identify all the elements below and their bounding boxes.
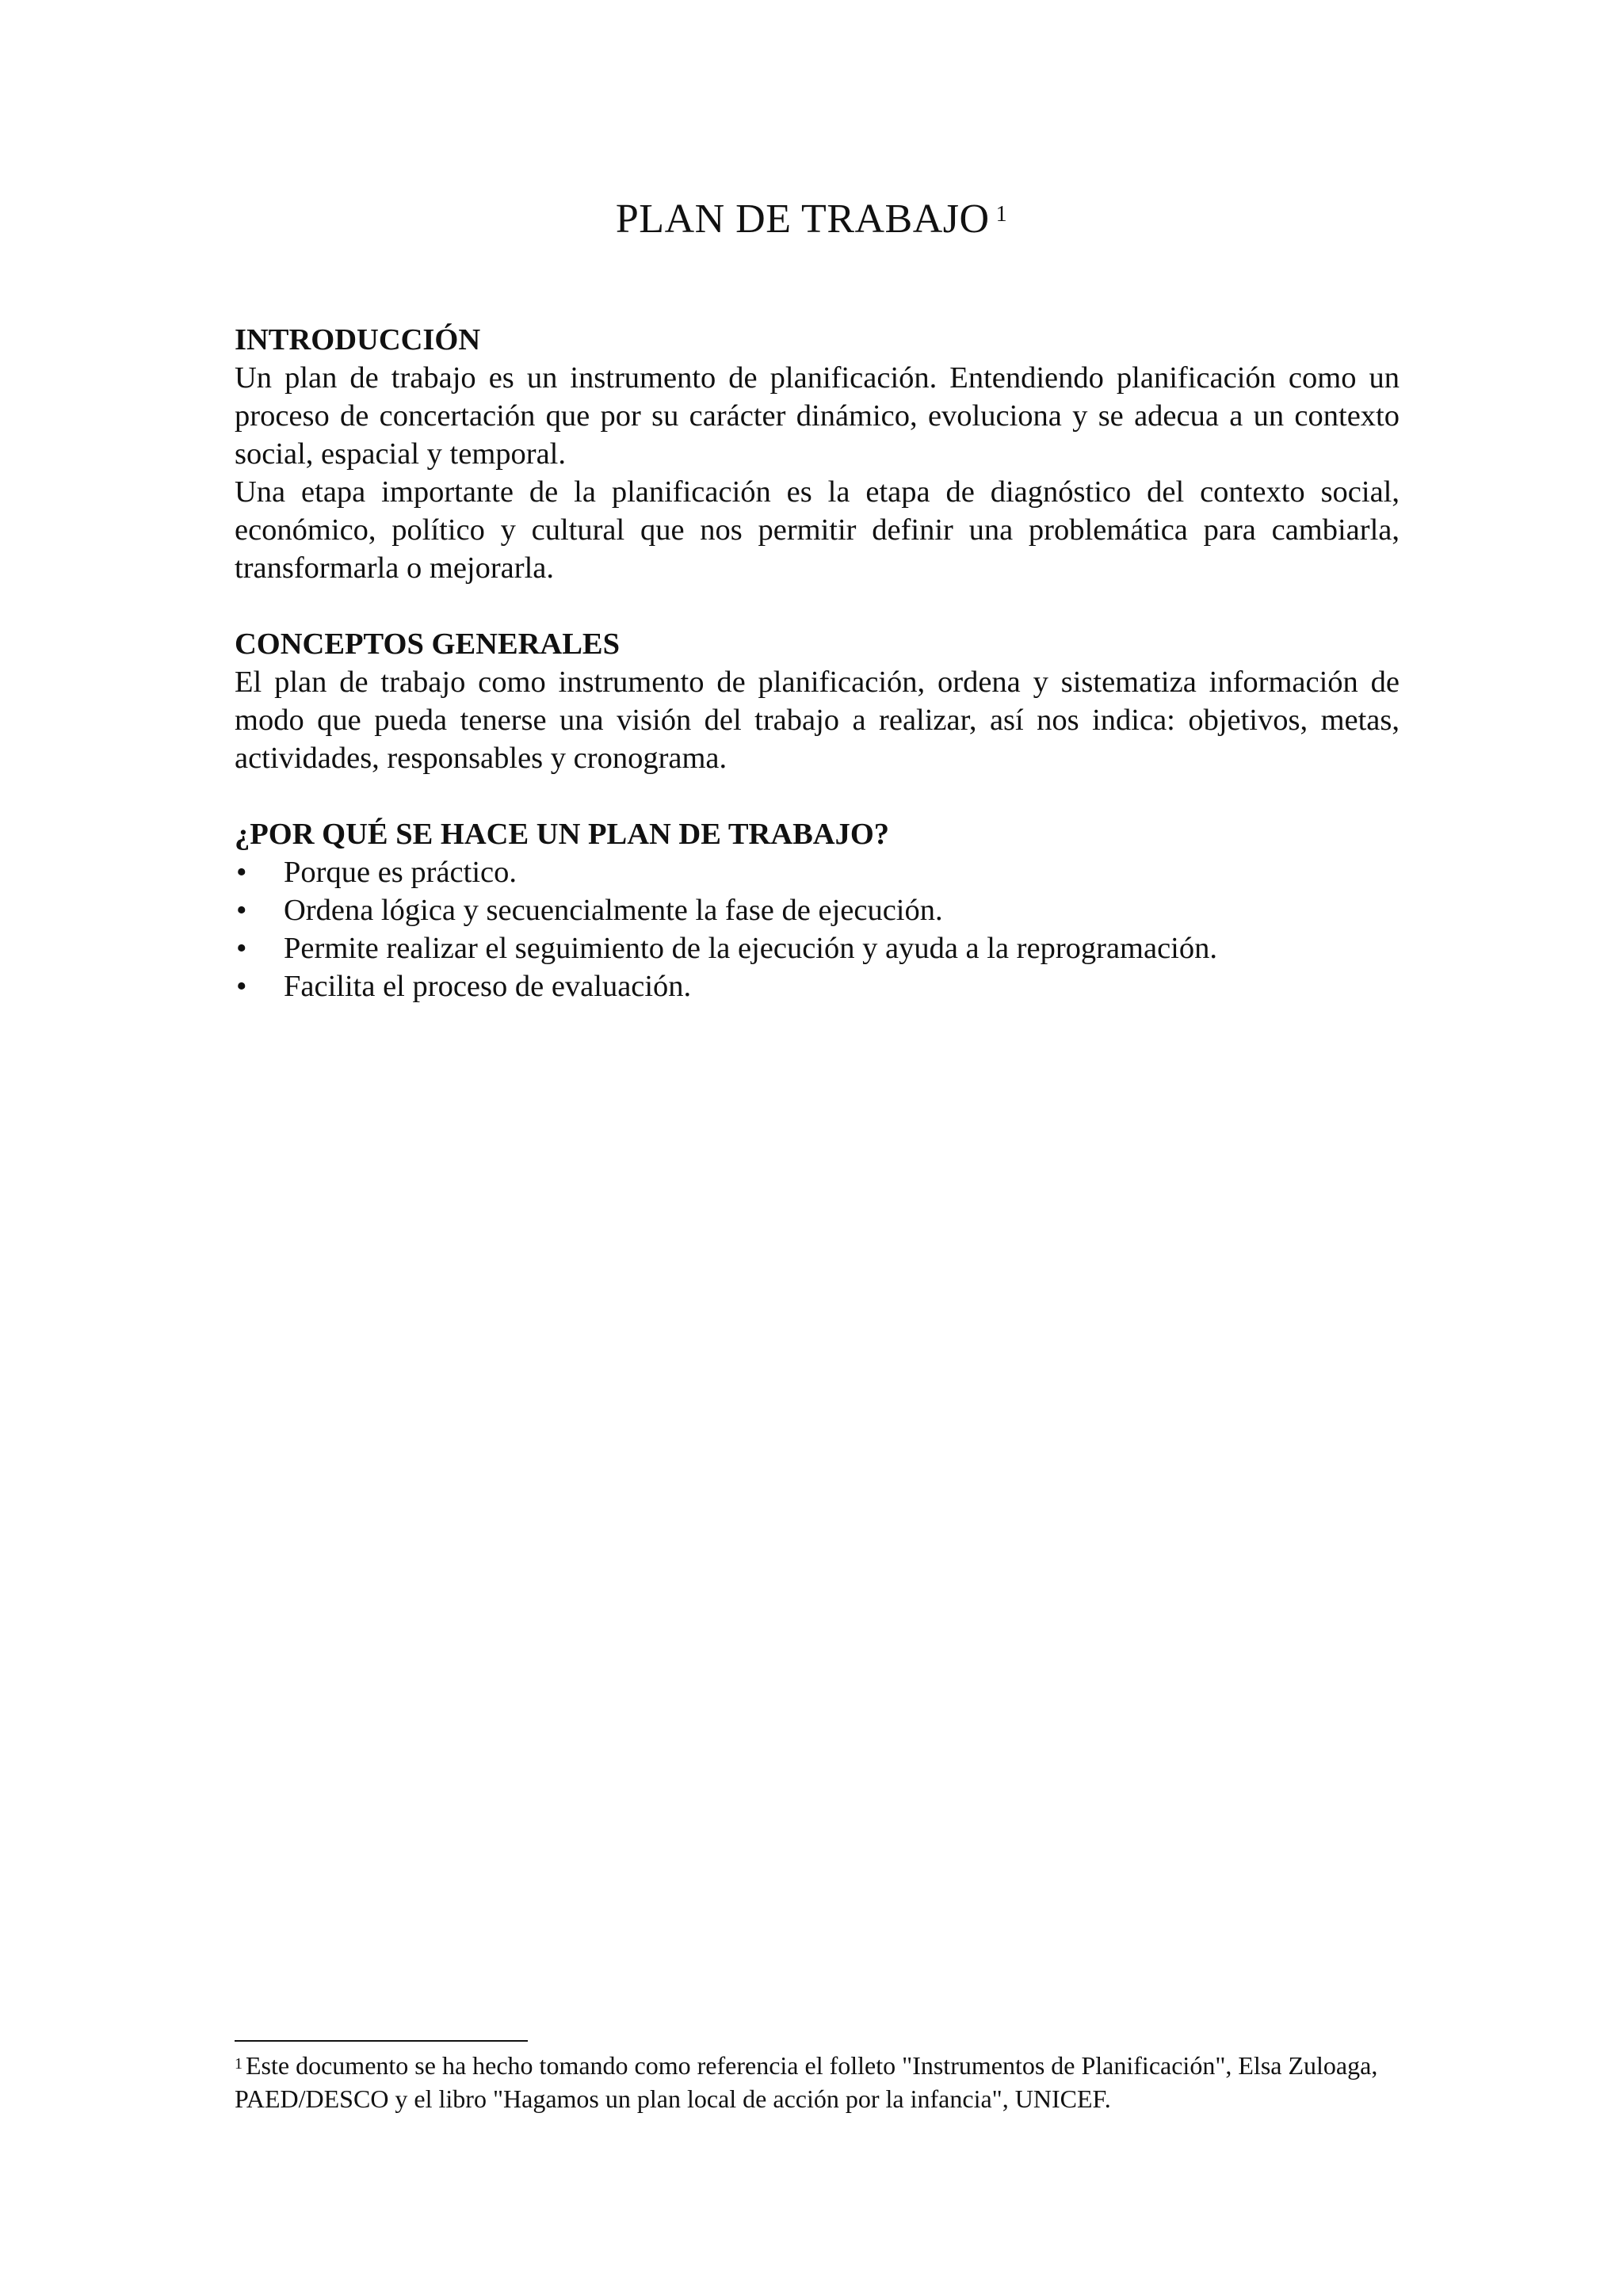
list-item	[235, 853, 1400, 891]
bullet-icon: •	[236, 970, 247, 1003]
intro-paragraph-2: Una etapa importante de la planificación es la etapa de diagnóstico del contexto social, económico, político y cultural que nos permitir definir una problemática para cambiarla, transformarla o mejorarla.	[235, 475, 1400, 585]
footnote-separator	[235, 2040, 528, 2042]
list-item	[235, 967, 1400, 1005]
list-item-text: Porque es práctico.	[284, 856, 517, 889]
conceptos-paragraph-1: El plan de trabajo como instrumento de planificación, ordena y sistematiza información de modo que pueda tenerse una visión del trabajo a realizar, así nos indica: objetivos, metas, actividades, responsables y cronograma.	[235, 666, 1400, 775]
list-item-text: Permite realizar el seguimiento de la ejecución y ayuda a la reprogramación.	[284, 932, 1217, 965]
section-spacer	[235, 777, 1400, 815]
footnote	[235, 2049, 1400, 2115]
document-title-text: PLAN DE TRABAJO	[615, 196, 990, 242]
section-heading-conceptos: CONCEPTOS GENERALES	[235, 627, 621, 661]
footnote-text: Este documento se ha hecho tomando como referencia el folleto "Instrumentos de Planificación", Elsa Zuloaga, PAED/DESCO y el libro "Hagamos un plan local de acción por la infancia", UNICEF.	[235, 2051, 1378, 2113]
bullet-icon: •	[236, 856, 247, 889]
section-spacer	[235, 587, 1400, 625]
document-title	[0, 192, 1623, 247]
bullet-icon: •	[236, 894, 247, 927]
document-body	[235, 321, 1400, 1005]
section-heading-introduccion: INTRODUCCIÓN	[235, 323, 481, 357]
list-item-text: Facilita el proceso de evaluación.	[284, 970, 692, 1003]
section-heading-porque: ¿POR QUÉ SE HACE UN PLAN DE TRABAJO?	[235, 818, 890, 851]
footnote-number: 1	[235, 2055, 242, 2073]
list-item-text: Ordena lógica y secuencialmente la fase de ejecución.	[284, 894, 943, 927]
intro-paragraph-1: Un plan de trabajo es un instrumento de planificación. Entendiendo planificación como un proceso de concertación que por su carácter dinámico, evoluciona y se adecua a un contexto social, espacial y temporal.	[235, 361, 1400, 471]
list-item	[235, 929, 1400, 967]
bullet-icon: •	[236, 932, 247, 965]
title-footnote-ref: 1	[995, 202, 1008, 227]
list-item	[235, 891, 1400, 929]
porque-bullet-list	[235, 853, 1400, 1005]
